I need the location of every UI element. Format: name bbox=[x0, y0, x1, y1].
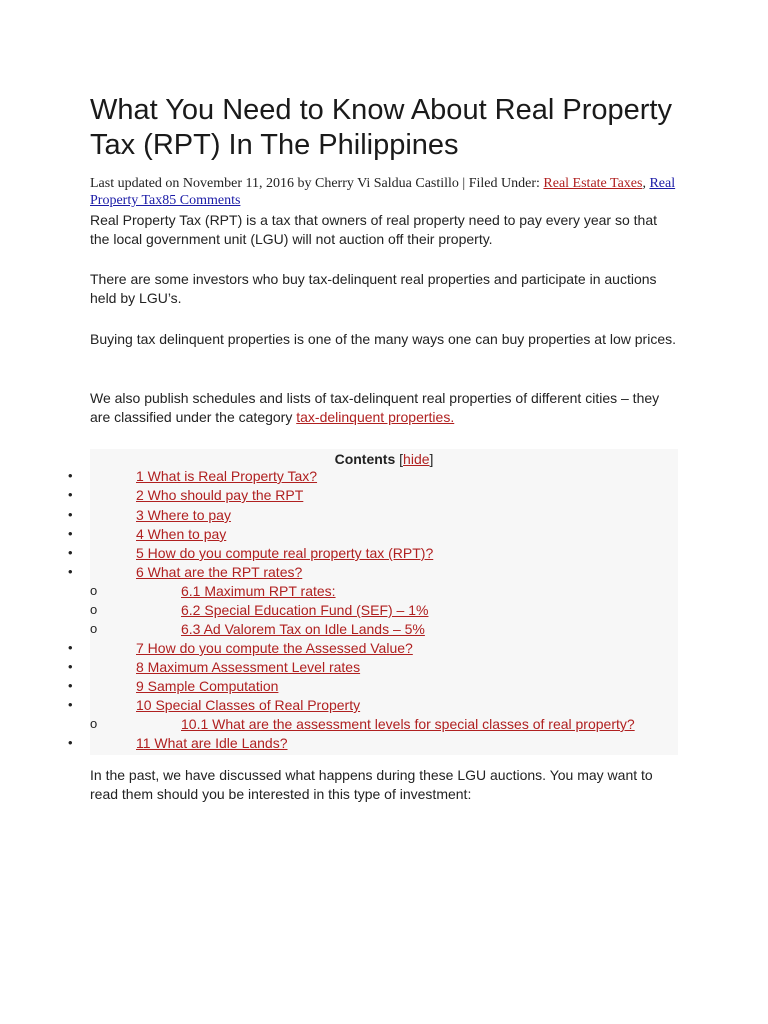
toc-bullet: • bbox=[68, 526, 73, 541]
paragraph-buying: Buying tax delinquent properties is one of the many ways one can buy properties at low prices. bbox=[90, 331, 676, 347]
toc-link[interactable]: 6 What are the RPT rates? bbox=[136, 564, 303, 580]
toc-link[interactable]: 1 What is Real Property Tax? bbox=[136, 468, 318, 484]
tax-delinquent-properties-link[interactable]: tax-delinquent properties. bbox=[296, 409, 455, 425]
toc-bullet: • bbox=[68, 487, 73, 502]
toc-title: Contents bbox=[334, 451, 396, 467]
toc-item bbox=[136, 525, 226, 543]
toc-bracket-close: ] bbox=[429, 451, 434, 467]
paragraph-investors: There are some investors who buy tax-delinquent real properties and participate in auctions held by LGU’s. bbox=[90, 271, 657, 306]
toc-link[interactable]: 7 How do you compute the Assessed Value? bbox=[136, 640, 413, 656]
toc-item bbox=[136, 639, 413, 657]
toc-item bbox=[136, 506, 231, 524]
paragraph-past-auctions: In the past, we have discussed what happens during these LGU auctions. You may want to read them should you be interested in this type of investment: bbox=[90, 767, 653, 802]
category-link-real-property-tax[interactable]: Real Property Tax bbox=[90, 176, 676, 208]
toc-bullet: o bbox=[90, 621, 98, 636]
comments-link[interactable]: 85 Comments bbox=[162, 193, 241, 208]
toc-bullet: o bbox=[90, 583, 98, 598]
toc-link[interactable]: 6.3 Ad Valorem Tax on Idle Lands – 5% bbox=[181, 621, 425, 637]
toc-link[interactable]: 8 Maximum Assessment Level rates bbox=[136, 659, 361, 675]
meta-text: Last updated on November 11, 2016 by Cherry Vi Saldua Castillo | Filed Under: bbox=[90, 176, 544, 191]
category-link-real-estate-taxes[interactable]: Real Estate Taxes bbox=[543, 176, 643, 191]
toc-item bbox=[136, 658, 360, 676]
toc-bullet: • bbox=[68, 735, 73, 750]
toc-item bbox=[181, 715, 635, 733]
toc-link[interactable]: 5 How do you compute real property tax (RPT)? bbox=[136, 545, 434, 561]
toc-bullet: • bbox=[68, 659, 73, 674]
toc-item bbox=[136, 563, 302, 581]
toc-item bbox=[136, 467, 317, 485]
toc-bullet: o bbox=[90, 602, 98, 617]
article-meta bbox=[90, 175, 690, 209]
toc-hide-link[interactable]: hide bbox=[403, 451, 430, 467]
toc-item bbox=[136, 677, 278, 695]
toc-link[interactable]: 6.1 Maximum RPT rates: bbox=[181, 583, 336, 599]
toc-bullet: • bbox=[68, 507, 73, 522]
toc-bullet: • bbox=[68, 678, 73, 693]
paragraph-intro: Real Property Tax (RPT) is a tax that owners of real property need to pay every year so that the local government unit (LGU) will not auction off their property. bbox=[90, 212, 658, 247]
toc-link[interactable]: 10.1 What are the assessment levels for special classes of real property? bbox=[181, 716, 635, 732]
paragraph-schedules bbox=[90, 389, 680, 427]
toc-bullet: o bbox=[90, 716, 98, 731]
toc-item bbox=[136, 544, 433, 562]
toc-link[interactable]: 3 Where to pay bbox=[136, 507, 231, 523]
toc-item bbox=[181, 620, 425, 638]
toc-link[interactable]: 2 Who should pay the RPT bbox=[136, 487, 304, 503]
paragraph-schedules-text: We also publish schedules and lists of tax-delinquent real properties of different cities – they are classified under the category bbox=[90, 390, 660, 425]
toc-bracket-open: [ bbox=[395, 451, 404, 467]
toc-link[interactable]: 6.2 Special Education Fund (SEF) – 1% bbox=[181, 602, 429, 618]
toc-bullet: • bbox=[68, 564, 73, 579]
article-title: What You Need to Know About Real Property Tax (RPT) In The Philippines bbox=[90, 94, 672, 161]
toc-item bbox=[181, 601, 428, 619]
meta-separator: , bbox=[642, 176, 650, 191]
toc-bullet: • bbox=[68, 468, 73, 483]
toc-link[interactable]: 9 Sample Computation bbox=[136, 678, 279, 694]
toc-link[interactable]: 11 What are Idle Lands? bbox=[136, 735, 288, 751]
toc-link[interactable]: 10 Special Classes of Real Property bbox=[136, 697, 361, 713]
toc-item bbox=[136, 486, 303, 504]
toc-item bbox=[136, 696, 360, 714]
toc-item bbox=[136, 734, 288, 752]
toc-link[interactable]: 4 When to pay bbox=[136, 526, 227, 542]
toc-bullet: • bbox=[68, 640, 73, 655]
toc-item bbox=[181, 582, 336, 600]
toc-bullet: • bbox=[68, 545, 73, 560]
toc-bullet: • bbox=[68, 697, 73, 712]
